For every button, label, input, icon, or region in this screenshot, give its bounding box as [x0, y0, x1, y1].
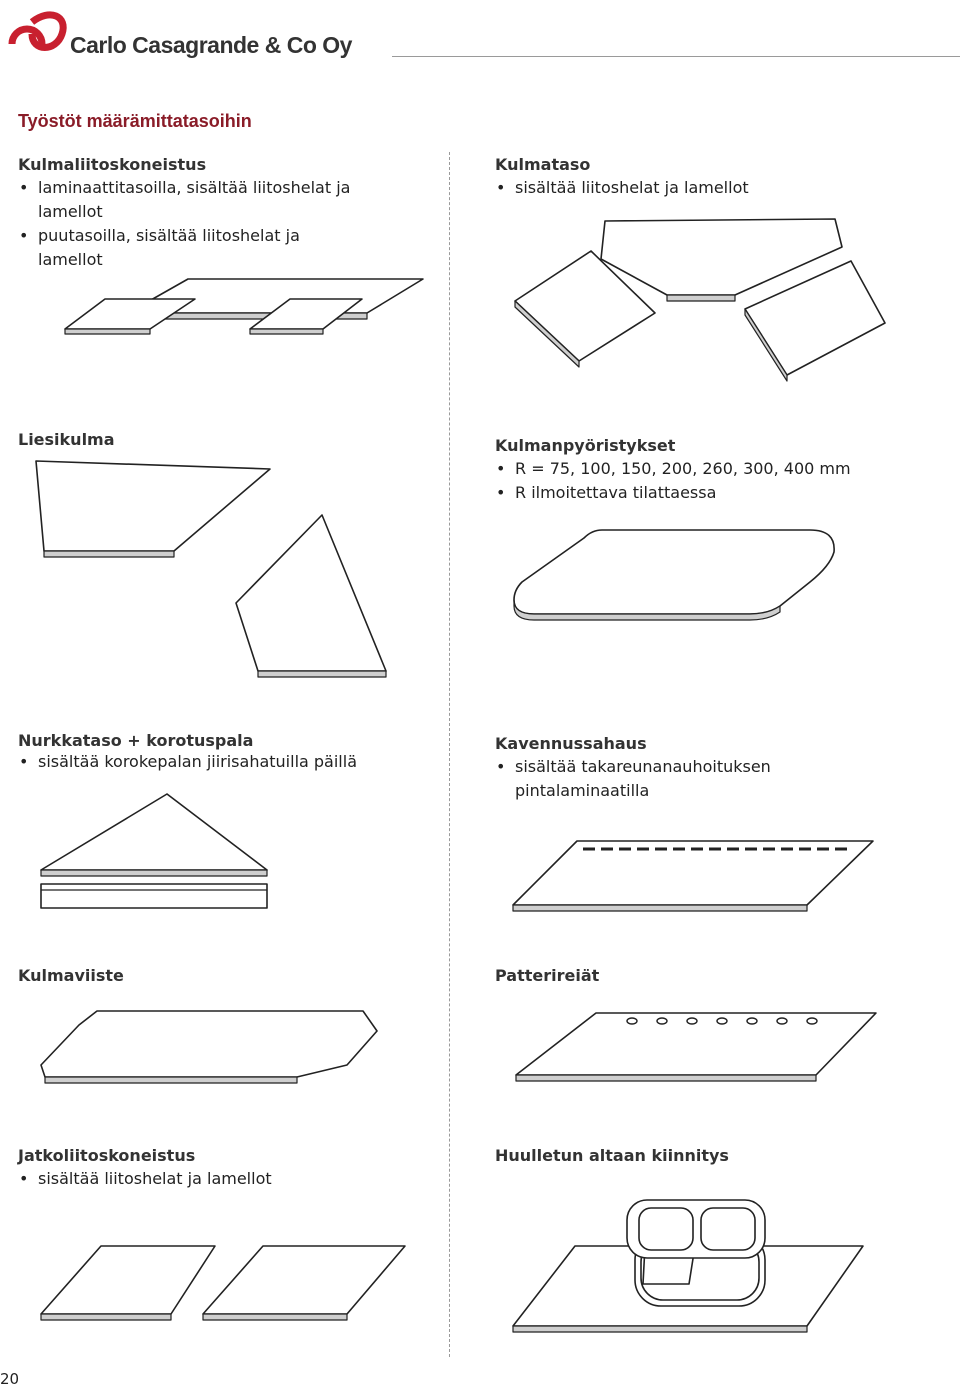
illustration-extension-joint — [35, 1240, 410, 1325]
bullet-item: • sisältää liitoshelat ja lamellot — [18, 1167, 438, 1191]
section-title: Kulmaliitoskoneistus — [18, 155, 207, 174]
company-name: Carlo Casagrande & Co Oy — [70, 32, 352, 58]
page-title: Työstöt määrämittatasoihin — [18, 111, 252, 131]
section-title: Huulletun altaan kiinnitys — [495, 1146, 729, 1165]
company-logo — [6, 4, 68, 60]
section-kulmaliitoskoneistus — [18, 155, 438, 272]
bullet-item: • sisältää liitoshelat ja lamellot — [495, 176, 935, 200]
bullet-item: • sisältää takareunanauhoituksen pintalaminaatilla — [495, 755, 825, 803]
page-number: 20 — [0, 1370, 20, 1388]
illustration-stove-corner — [30, 455, 400, 685]
section-huulletun-altaan-kiinnitys — [495, 1146, 935, 1165]
section-jatkoliitoskoneistus — [18, 1146, 438, 1191]
illustration-corner-rounding — [510, 520, 840, 630]
section-title: Patterireiät — [495, 966, 600, 985]
illustration-corner-top — [505, 215, 895, 390]
section-kulmataso — [495, 155, 935, 200]
bullet-item: • laminaattitasoilla, sisältää liitoshelat ja lamellot — [18, 176, 358, 224]
section-title: Jatkoliitoskoneistus — [18, 1146, 196, 1165]
illustration-narrowing-cut — [505, 835, 885, 920]
section-patterireiat — [495, 966, 935, 985]
column-divider — [449, 152, 450, 1357]
section-title: Kulmaviiste — [18, 966, 124, 985]
section-title: Liesikulma — [18, 430, 115, 449]
illustration-radiator-holes — [510, 1007, 885, 1087]
section-title: Kavennussahaus — [495, 734, 647, 753]
bullet-item: • R = 75, 100, 150, 200, 260, 300, 400 mm — [495, 457, 935, 481]
section-kulmaviiste — [18, 966, 438, 985]
bullet-item: • R ilmoitettava tilattaessa — [495, 481, 935, 505]
bullet-item: • sisältää korokepalan jiirisahatuilla päillä — [18, 750, 438, 774]
section-nurkkataso — [18, 731, 438, 774]
section-title: Kulmanpyöristykset — [495, 436, 676, 455]
section-title: Kulmataso — [495, 155, 591, 174]
illustration-corner-joint — [30, 275, 400, 360]
section-title: Nurkkataso + korotuspala — [18, 731, 254, 750]
header-rule — [392, 56, 960, 57]
illustration-sink-mounting — [505, 1190, 870, 1340]
section-liesikulma — [18, 430, 438, 449]
bullet-item: • puutasoilla, sisältää liitoshelat ja lamellot — [18, 224, 358, 272]
section-kulmanpyoristykset — [495, 436, 935, 505]
illustration-corner-shelf — [35, 790, 275, 915]
section-kavennussahaus — [495, 734, 935, 803]
illustration-corner-chamfer — [35, 1005, 385, 1090]
